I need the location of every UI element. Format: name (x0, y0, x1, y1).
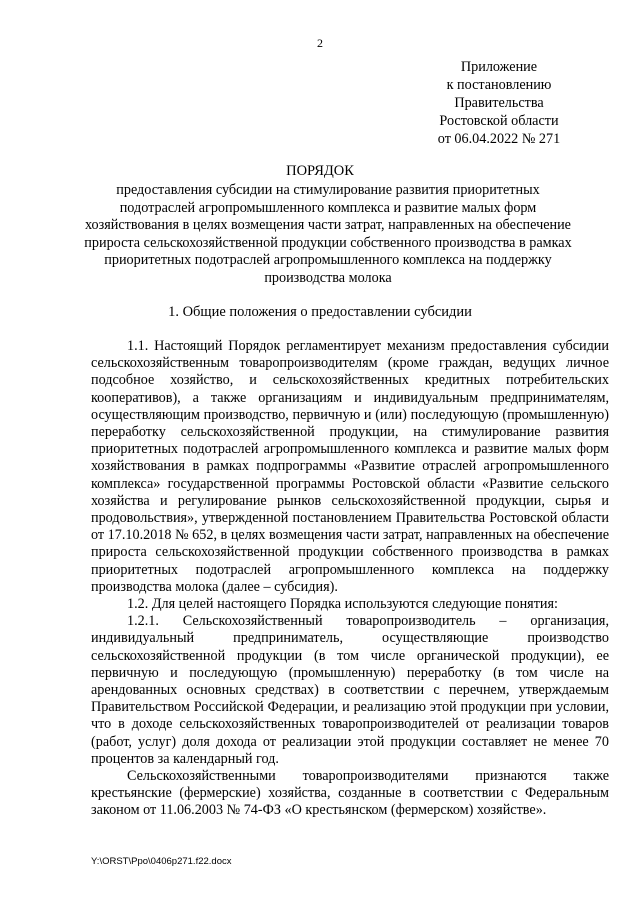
section-heading: 1. Общие положения о предоставлении субсидии (168, 304, 472, 320)
paragraph: 1.2. Для целей настоящего Порядка используются следующие понятия: (127, 596, 558, 613)
document-title: ПОРЯДОК (286, 163, 354, 179)
appendix-line: к постановлению (446, 77, 552, 93)
appendix-block (414, 58, 584, 148)
paragraph: 1.1. Настоящий Порядок регламентирует механизм предоставления субсидии сельскохозяйственным товаропроизводителям (кроме граждан, ведущих личное подсобное хозяйство, и сельскохозяйственных кредитных потребительских кооперативов), а также организациям и индивидуальным предпринимателям, осуществляющим производство, первичную и (или) последующую (промышленную) переработку сельскохозяйственной продукции, на стимулирование развития приоритетных подотраслей агропромышленного комплекса и развитие малых форм хозяйствования в рамках подпрограммы «Развитие отраслей агропромышленного комплекса» государственной программы Ростовской области «Развитие сельского хозяйства и регулирование рынков сельскохозяйственной продукции, сырья и продовольствия», утвержденной постановлением Правительства Ростовской области от 17.10.2018 № 652, в целях возмещения части затрат, направленных на обеспечение прироста сельскохозяйственной продукции собственного производства в рамках приоритетных подотраслей агропромышленного комплекса на поддержку производства молока (далее – субсидия). (91, 338, 609, 595)
body-text (91, 338, 609, 820)
appendix-line: Приложение (460, 59, 538, 75)
page-number: 2 (317, 36, 323, 50)
file-path-footer: Y:\ORST\Ppo\0406p271.f22.docx (91, 856, 232, 867)
appendix-line: от 06.04.2022 № 271 (437, 131, 561, 147)
document-subtitle: предоставления субсидии на стимулирование развития приоритетных подотраслей агропромышленного комплекса и развитие малых форм хозяйствования в целях возмещения части затрат, направленных на обеспечение прироста сельскохозяйственной продукции собственного производства в рамках приоритетных подотраслей агропромышленного комплекса на поддержку производства молока (84, 182, 572, 286)
appendix-line: Правительства (454, 95, 544, 111)
paragraph: Сельскохозяйственными товаропроизводителями признаются также крестьянские (фермерские) хозяйства, созданные в соответствии с Федеральным законом от 11.06.2003 № 74-ФЗ «О крестьянском (фермерском) хозяйстве». (91, 768, 609, 819)
appendix-line: Ростовской области (439, 113, 559, 129)
paragraph: 1.2.1. Сельскохозяйственный товаропроизводитель – организация, индивидуальный предприниматель, осуществляющие производство сельскохозяйственной продукции (в том числе органической продукции), ее первичную и последующую (промышленную) переработку (в том числе на арендованных основных средствах) в соответствии с перечнем, утверждаемым Правительством Российской Федерации, и реализацию этой продукции при условии, что в доходе сельскохозяйственных товаропроизводителей от реализации товаров (работ, услуг) доля дохода от реализации этой продукции составляет не менее 70 процентов за календарный год. (91, 613, 609, 767)
